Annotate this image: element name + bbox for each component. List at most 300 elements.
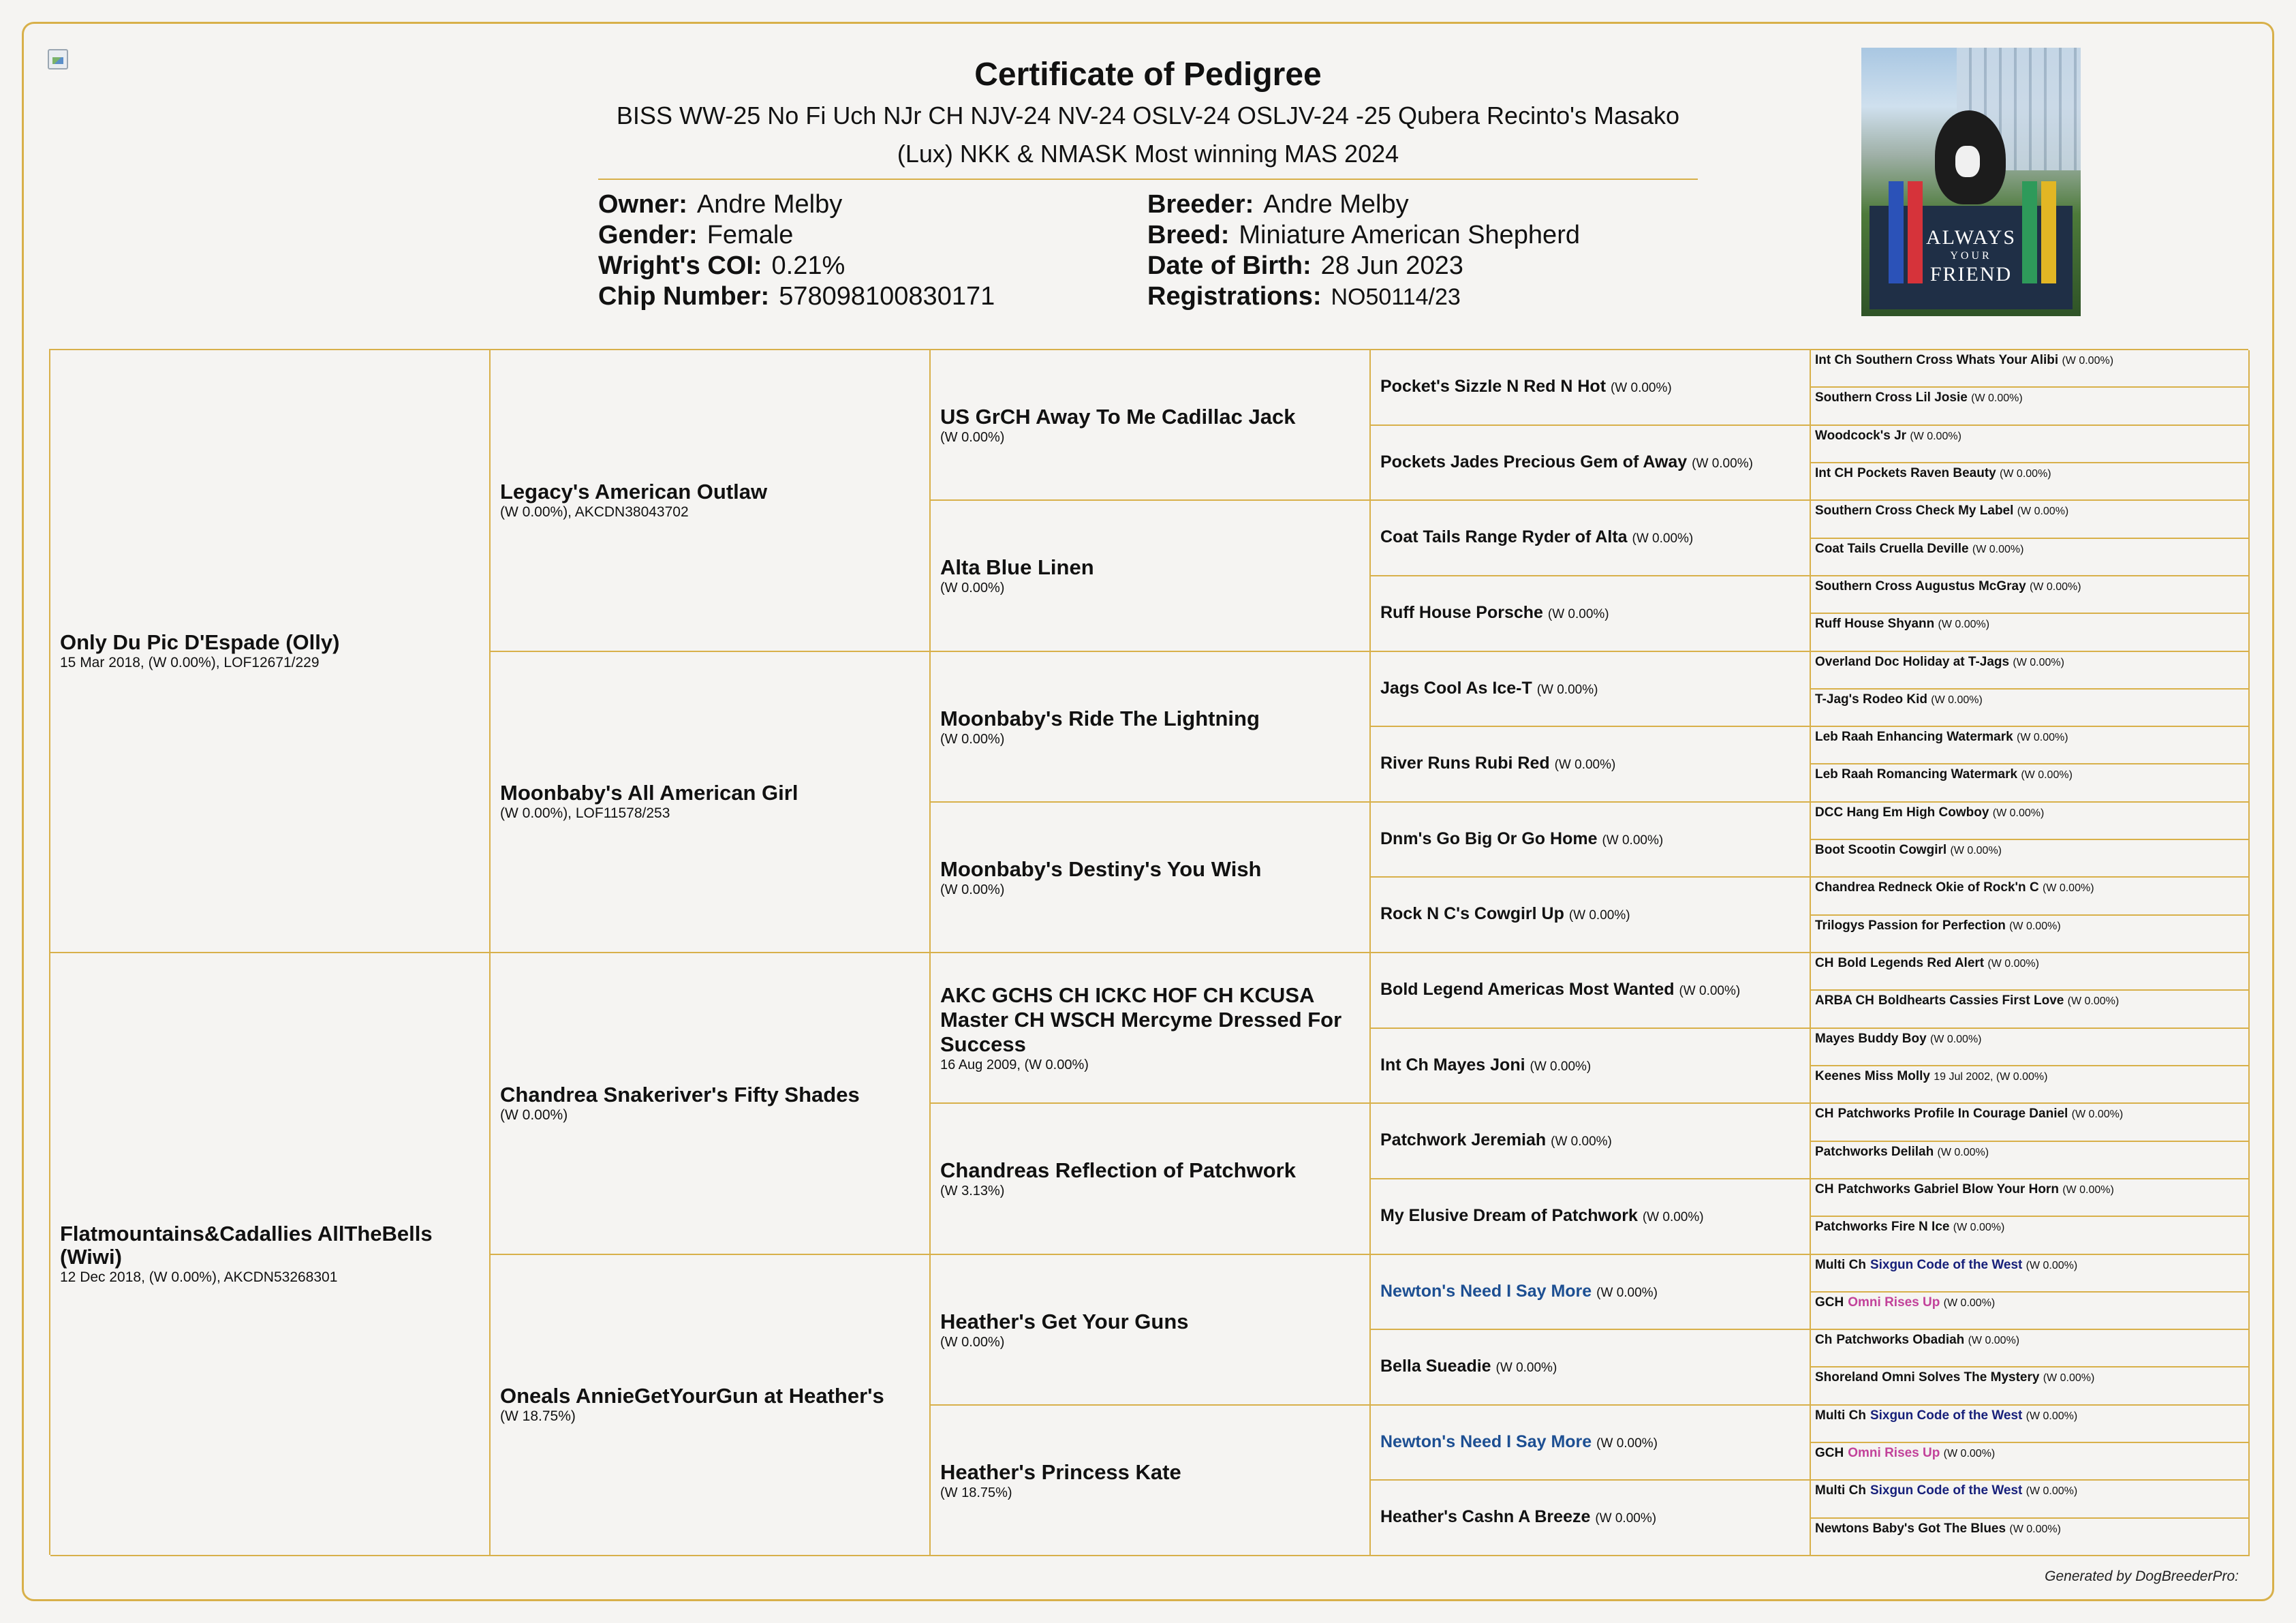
ancestor-name: [1815, 880, 2244, 896]
ancestor-name-text: Newton's Need I Say More: [1380, 1281, 1592, 1301]
ancestor-name-text: Heather's Get Your Guns: [940, 1309, 1189, 1333]
ancestor-detail: (W 0.00%): [2071, 1109, 2124, 1120]
pedigree-g5-cell: [1811, 539, 2250, 576]
ancestor-detail: 16 Aug 2009, (W 0.00%): [940, 1057, 1089, 1072]
ancestor-detail: 15 Mar 2018, (W 0.00%), LOF12671/229: [60, 654, 320, 670]
ribbon-red: [1908, 181, 1923, 283]
ancestor-name-text: Sixgun Code of the West: [1870, 1258, 2023, 1272]
pedigree-g5-cell: [1811, 953, 2250, 991]
info-right-column: [1147, 189, 1580, 313]
pedigree-g4-cell: [1371, 1406, 1811, 1481]
ancestor-name: [940, 857, 1360, 882]
ancestor-name: [1815, 1483, 2244, 1499]
ancestor-name-text: Rock N C's Cowgirl Up: [1380, 904, 1564, 923]
ancestor-detail: (W 0.00%): [1602, 833, 1664, 848]
ancestor-name-text: Chandrea Snakeriver's Fifty Shades: [500, 1082, 860, 1107]
pedigree-g5-cell: [1811, 1406, 2250, 1443]
ancestor-detail: (W 0.00%): [1679, 984, 1741, 998]
ancestor-name: [500, 1083, 920, 1107]
ancestor-name-text: T-Jag's Rodeo Kid: [1815, 692, 1927, 707]
ancestor-name: [1815, 1032, 2244, 1047]
gender-label: Gender:: [598, 221, 698, 249]
ribbon-green: [2022, 181, 2037, 283]
ancestor-detail: (W 0.00%): [1692, 456, 1753, 471]
pedigree-g4-cell: [1371, 1255, 1811, 1330]
pedigree-g5-cell: [1811, 426, 2250, 463]
ancestor-name-text: Legacy's American Outlaw: [500, 479, 768, 504]
pedigree-g5-cell: [1811, 764, 2250, 803]
ancestor-name-text: Pockets Raven Beauty: [1857, 466, 1996, 480]
ancestor-detail: (W 0.00%): [500, 1107, 568, 1123]
ancestor-detail: (W 0.00%): [2009, 1524, 2061, 1535]
ancestor-detail-row: [500, 805, 920, 822]
ancestor-detail: (W 3.13%): [940, 1184, 1005, 1199]
pedigree-g5-cell: [1811, 1255, 2250, 1293]
ancestor-detail: (W 0.00%): [2026, 1410, 2078, 1422]
ancestor-title-prefix: Multi Ch: [1815, 1408, 1866, 1423]
ancestor-title-prefix: CH: [1815, 1107, 1834, 1121]
ancestor-detail: (W 0.00%): [1530, 1059, 1592, 1074]
dog-photo: [1861, 48, 2081, 316]
ancestor-name-text: Omni Rises Up: [1848, 1446, 1940, 1460]
ancestor-name: [1815, 504, 2244, 519]
pedigree-tree: [49, 349, 2248, 1555]
ancestor-name: [500, 480, 920, 504]
dob-value: 28 Jun 2023: [1320, 251, 1463, 280]
ancestor-name: [1380, 452, 1800, 474]
ancestor-name-text: Pocket's Sizzle N Red N Hot: [1380, 377, 1607, 396]
ancestor-detail: (W 0.00%): [1596, 1285, 1658, 1300]
ancestor-name: [1380, 753, 1800, 775]
pedigree-g5-cell: [1811, 350, 2250, 388]
ancestor-name: [1380, 979, 1800, 1002]
pedigree-g5-cell: [1811, 991, 2250, 1029]
ancestor-name: [940, 1310, 1360, 1334]
ribbon-yellow: [2041, 181, 2056, 283]
broken-image-icon: [48, 49, 68, 69]
ancestor-name-text: Only Du Pic D'Espade (Olly): [60, 630, 340, 654]
ancestor-name-text: Patchworks Gabriel Blow Your Horn: [1837, 1182, 2059, 1196]
pedigree-g4-cell: [1371, 803, 1811, 878]
ancestor-name: [1815, 1408, 2244, 1424]
breed-label: Breed:: [1147, 221, 1230, 249]
ancestor-name: [1815, 956, 2244, 972]
pedigree-g1-cell: [50, 953, 491, 1556]
pedigree-g5-cell: [1811, 1066, 2250, 1104]
pedigree-g4-cell: [1371, 1179, 1811, 1255]
ancestor-title-prefix: Ch: [1815, 1333, 1833, 1347]
ancestor-detail: (W 0.00%): [1971, 392, 2023, 404]
ancestor-detail: (W 0.00%): [2000, 468, 2051, 480]
ancestor-name-text: Patchworks Obadiah: [1836, 1333, 1965, 1347]
pedigree-g5-cell: [1811, 690, 2250, 727]
pedigree-g4-cell: [1371, 1029, 1811, 1104]
ancestor-name-text: US GrCH Away To Me Cadillac Jack: [940, 404, 1296, 429]
ancestor-name: [1815, 1220, 2244, 1235]
ancestor-detail-row: [500, 1408, 920, 1425]
ancestor-detail: (W 18.75%): [940, 1485, 1012, 1500]
ancestor-name-text: Southern Cross Check My Label: [1815, 504, 2014, 518]
pedigree-g3-cell: [931, 1406, 1371, 1556]
pedigree-g4-cell: [1371, 727, 1811, 803]
pedigree-g5-cell: [1811, 614, 2250, 652]
breeder-row: [1147, 189, 1580, 220]
ancestor-detail: (W 0.00%): [1568, 908, 1630, 923]
pedigree-g4-cell: [1371, 576, 1811, 652]
ancestor-detail: (W 0.00%): [1938, 619, 1990, 630]
chip-row: [598, 281, 995, 312]
chip-value: 578098100830171: [779, 282, 995, 311]
owner-row: [598, 189, 995, 220]
ancestor-name: [1815, 1370, 2244, 1386]
ancestor-name-text: DCC Hang Em High Cowboy: [1815, 805, 1989, 820]
ancestor-name: [1380, 1130, 1800, 1152]
ancestor-detail: (W 0.00%): [1596, 1436, 1658, 1451]
ancestor-detail-row: [60, 1269, 480, 1286]
breeder-value: Andre Melby: [1263, 190, 1409, 219]
ancestor-name: [1815, 1295, 2244, 1311]
ancestor-name-text: Coat Tails Cruella Deville: [1815, 542, 1969, 556]
ancestor-name-text: Boot Scootin Cowgirl: [1815, 843, 1947, 857]
pedigree-g5-cell: [1811, 878, 2250, 916]
pedigree-g2-cell: [491, 652, 931, 953]
generated-by-footer: Generated by DogBreederPro:: [2045, 1568, 2239, 1584]
ancestor-detail: (W 0.00%): [2042, 882, 2094, 894]
ancestor-detail-row: [500, 504, 920, 521]
pedigree-g3-cell: [931, 953, 1371, 1104]
ancestor-name: [1815, 390, 2244, 406]
ancestor-name-text: Moonbaby's All American Girl: [500, 781, 798, 805]
ancestor-name-text: My Elusive Dream of Patchwork: [1380, 1206, 1638, 1225]
ancestor-detail: (W 0.00%): [1547, 607, 1609, 621]
ancestor-detail: (W 0.00%): [2043, 1372, 2095, 1384]
ancestor-detail: (W 18.75%): [500, 1408, 576, 1424]
ancestor-detail-row: [940, 882, 1360, 898]
pedigree-g4-cell: [1371, 953, 1811, 1029]
ancestor-name: [1815, 1145, 2244, 1160]
dob-label: Date of Birth:: [1147, 251, 1312, 280]
ancestor-detail: (W 0.00%), AKCDN38043702: [500, 504, 689, 520]
pedigree-g3-cell: [931, 652, 1371, 803]
ancestor-name: [1380, 1281, 1800, 1303]
ancestor-name-text: Woodcock's Jr: [1815, 429, 1907, 443]
ancestor-detail: (W 0.00%): [2062, 355, 2114, 367]
ancestor-name: [1815, 579, 2244, 595]
ancestor-detail: (W 0.00%): [1943, 1448, 1996, 1459]
pedigree-g4-cell: [1371, 878, 1811, 953]
ancestor-detail: (W 0.00%): [1953, 1222, 2005, 1233]
ancestor-name: [1815, 692, 2244, 708]
pedigree-g3-cell: [931, 1104, 1371, 1255]
pedigree-g4-cell: [1371, 1104, 1811, 1179]
ancestor-name-text: Int Ch Mayes Joni: [1380, 1055, 1525, 1075]
ancestor-title-prefix: Int CH: [1815, 466, 1853, 480]
ancestor-detail: (W 0.00%): [1931, 694, 1983, 706]
ancestor-name-text: Sixgun Code of the West: [1870, 1408, 2023, 1423]
ancestor-name-text: Oneals AnnieGetYourGun at Heather's: [500, 1384, 884, 1408]
ancestor-title-prefix: CH: [1815, 956, 1834, 970]
ancestor-name-text: Dnm's Go Big Or Go Home: [1380, 829, 1598, 848]
ancestor-detail-row: [940, 580, 1360, 596]
ancestor-name-text: Bold Legends Red Alert: [1837, 956, 1985, 970]
ancestor-detail: (W 0.00%): [1929, 1034, 1982, 1045]
ancestor-name: [1815, 1069, 2244, 1085]
ancestor-name-text: Newtons Baby's Got The Blues: [1815, 1521, 2006, 1536]
ancestor-name: [1815, 429, 2244, 444]
pedigree-g5-cell: [1811, 840, 2250, 878]
ancestor-name: [1815, 730, 2244, 745]
registrations-value: NO50114/23: [1331, 284, 1461, 310]
ancestor-name: [1380, 1055, 1800, 1077]
ancestor-name-text: Southern Cross Whats Your Alibi: [1855, 353, 2059, 367]
pedigree-g4-cell: [1371, 652, 1811, 727]
ancestor-detail: (W 0.00%): [1554, 758, 1616, 772]
pedigree-g5-cell: [1811, 652, 2250, 690]
ancestor-name-text: Jags Cool As Ice-T: [1380, 678, 1532, 698]
ancestor-name-text: Heather's Princess Kate: [940, 1459, 1181, 1484]
pedigree-g5-cell: [1811, 803, 2250, 840]
ancestor-name-text: Omni Rises Up: [1848, 1295, 1940, 1310]
ancestor-detail: (W 0.00%): [2029, 581, 2081, 593]
pedigree-g3-cell: [931, 1255, 1371, 1406]
ancestor-name: [1815, 843, 2244, 859]
ancestor-detail: (W 0.00%): [2021, 769, 2073, 781]
gender-row: [598, 220, 995, 251]
pedigree-g2-cell: [491, 953, 931, 1255]
ancestor-name-text: Pockets Jades Precious Gem of Away: [1380, 452, 1688, 472]
ancestor-name-text: Ruff House Porsche: [1380, 603, 1543, 622]
ancestor-name: [1815, 655, 2244, 670]
pedigree-g5-cell: [1811, 388, 2250, 426]
ancestor-detail: 12 Dec 2018, (W 0.00%), AKCDN53268301: [60, 1269, 338, 1285]
ancestor-detail: (W 0.00%): [1943, 1297, 1996, 1309]
ancestor-title-prefix: CH: [1815, 1182, 1834, 1196]
ancestor-name-text: Flatmountains&Cadallies AllTheBells (Wiwi): [60, 1221, 433, 1269]
banner-word-1: ALWAYS: [1925, 226, 2016, 249]
ancestor-name-text: Patchworks Profile In Courage Daniel: [1837, 1107, 2068, 1121]
ancestor-name-text: Alta Blue Linen: [940, 555, 1094, 579]
pedigree-g5-cell: [1811, 1443, 2250, 1481]
ancestor-detail: (W 0.00%): [2009, 921, 2061, 932]
ancestor-detail: (W 0.00%): [1536, 682, 1598, 697]
ancestor-detail: (W 0.00%): [2017, 506, 2069, 517]
pedigree-g3-cell: [931, 803, 1371, 953]
ancestor-name: [1380, 602, 1800, 625]
ancestor-name-text: Moonbaby's Ride The Lightning: [940, 706, 1260, 730]
ancestor-title-prefix: Multi Ch: [1815, 1258, 1866, 1272]
coi-value: 0.21%: [771, 251, 846, 280]
ancestor-name: [1380, 527, 1800, 549]
banner-word-2: YOUR: [1950, 250, 1992, 262]
coi-row: [598, 251, 995, 281]
ancestor-name: [60, 1222, 480, 1269]
ancestor-detail-row: [500, 1107, 920, 1124]
chip-label: Chip Number:: [598, 282, 770, 311]
pedigree-g4-cell: [1371, 426, 1811, 501]
ancestor-name: [940, 405, 1360, 429]
ancestor-name-text: Sixgun Code of the West: [1870, 1483, 2023, 1498]
pedigree-g4-cell: [1371, 1330, 1811, 1406]
ancestor-name-text: Leb Raah Enhancing Watermark: [1815, 730, 2013, 744]
ancestor-name: [1815, 1446, 2244, 1462]
breed-row: [1147, 220, 1580, 251]
ancestor-name-text: Chandrea Redneck Okie of Rock'n C: [1815, 880, 2039, 895]
ancestor-detail: (W 0.00%): [940, 581, 1005, 596]
coi-label: Wright's COI:: [598, 251, 762, 280]
breeder-label: Breeder:: [1147, 190, 1254, 219]
pedigree-g5-cell: [1811, 1519, 2250, 1556]
ancestor-name-text: Ruff House Shyann: [1815, 617, 1935, 631]
dob-row: [1147, 251, 1580, 281]
ancestor-name: [500, 782, 920, 805]
ancestor-detail: (W 0.00%): [1551, 1134, 1612, 1149]
ancestor-title-prefix: GCH: [1815, 1295, 1844, 1310]
pedigree-g5-cell: [1811, 1330, 2250, 1367]
ancestor-name-text: Bold Legend Americas Most Wanted: [1380, 980, 1675, 999]
ancestor-detail: (W 0.00%): [1610, 381, 1672, 395]
ancestor-name-text: Trilogys Passion for Perfection: [1815, 918, 2006, 933]
registrations-label: Registrations:: [1147, 282, 1322, 311]
dog-name-line-2: (Lux) NKK & NMASK Most winning MAS 2024: [897, 140, 1399, 168]
breed-value: Miniature American Shepherd: [1239, 221, 1580, 249]
pedigree-g5-cell: [1811, 1179, 2250, 1217]
ancestor-detail: (W 0.00%): [1495, 1361, 1557, 1375]
pedigree-g2-cell: [491, 1255, 931, 1556]
ancestor-detail: (W 0.00%): [1992, 807, 2045, 819]
ancestor-title-prefix: Multi Ch: [1815, 1483, 1866, 1498]
pedigree-g4-cell: [1371, 350, 1811, 426]
ancestor-name: [940, 1158, 1360, 1183]
ancestor-name: [940, 555, 1360, 580]
ancestor-name-text: Boldhearts Cassies First Love: [1878, 993, 2064, 1008]
ancestor-name: [1815, 805, 2244, 821]
ancestor-name-text: Patchwork Jeremiah: [1380, 1130, 1547, 1149]
ancestor-detail-row: [940, 1334, 1360, 1350]
ancestor-name-text: AKC GCHS CH ICKC HOF CH KCUSA Master CH WSCH Mercyme Dressed For Success: [940, 983, 1342, 1056]
ancestor-detail: (W 0.00%): [940, 882, 1005, 897]
ancestor-detail-row: [940, 731, 1360, 747]
pedigree-g5-cell: [1811, 1293, 2250, 1330]
ancestor-detail-row: [60, 654, 480, 672]
pedigree-g3-cell: [931, 350, 1371, 501]
ancestor-title-prefix: Int Ch: [1815, 353, 1852, 367]
pedigree-g5-cell: [1811, 916, 2250, 953]
ancestor-name: [1815, 1107, 2244, 1122]
ancestor-name: [1380, 376, 1800, 399]
ancestor-name: [60, 631, 480, 654]
ancestor-title-prefix: GCH: [1815, 1446, 1844, 1460]
ancestor-detail: (W 0.00%): [1937, 1147, 1989, 1158]
ancestor-name: [1380, 1205, 1800, 1228]
owner-label: Owner:: [598, 190, 687, 219]
gender-value: Female: [707, 221, 794, 249]
ancestor-detail: (W 0.00%): [2067, 995, 2120, 1007]
ancestor-name-text: Chandreas Reflection of Patchwork: [940, 1158, 1296, 1182]
ancestor-name: [1380, 1356, 1800, 1378]
ancestor-name: [500, 1385, 920, 1408]
pedigree-g5-cell: [1811, 463, 2250, 501]
certificate-title: Certificate of Pedigree: [974, 57, 1322, 93]
ancestor-name-text: Heather's Cashn A Breeze: [1380, 1507, 1591, 1526]
ancestor-detail: (W 0.00%): [1950, 845, 2002, 856]
ancestor-name: [1815, 1333, 2244, 1348]
ancestor-detail-row: [940, 1057, 1360, 1073]
ancestor-name-text: Overland Doc Holiday at T-Jags: [1815, 655, 2010, 669]
ribbon-blue: [1889, 181, 1904, 283]
ancestor-name-text: Patchworks Delilah: [1815, 1145, 1934, 1159]
dog-full-name: [600, 97, 1696, 173]
ancestor-name: [1380, 1506, 1800, 1529]
ancestor-name-text: Mayes Buddy Boy: [1815, 1032, 1927, 1046]
ancestor-detail: (W 0.00%): [2026, 1260, 2078, 1271]
ancestor-name: [1815, 993, 2244, 1009]
ancestor-detail: (W 0.00%): [940, 1334, 1005, 1350]
ancestor-detail-row: [940, 1183, 1360, 1199]
ancestor-name: [1815, 542, 2244, 557]
ancestor-detail: (W 0.00%): [2013, 657, 2064, 668]
ancestor-name: [1815, 466, 2244, 482]
pedigree-g5-cell: [1811, 1142, 2250, 1179]
ancestor-name-text: Shoreland Omni Solves The Mystery: [1815, 1370, 2040, 1385]
ancestor-detail-row: [940, 1485, 1360, 1501]
pedigree-g5-cell: [1811, 727, 2250, 764]
ancestor-detail: (W 0.00%): [1642, 1210, 1704, 1224]
ancestor-name-text: Bella Sueadie: [1380, 1357, 1491, 1376]
ancestor-name: [1815, 1521, 2244, 1537]
ancestor-name: [1815, 918, 2244, 934]
ancestor-detail: (W 0.00%): [2016, 732, 2068, 743]
ancestor-detail: (W 0.00%): [2026, 1485, 2078, 1497]
ancestor-name-text: Newton's Need I Say More: [1380, 1432, 1592, 1451]
pedigree-g5-cell: [1811, 1367, 2250, 1406]
ancestor-detail-row: [940, 429, 1360, 446]
ancestor-name-text: River Runs Rubi Red: [1380, 754, 1550, 773]
ancestor-name: [1815, 1258, 2244, 1273]
ancestor-name-text: Southern Cross Augustus McGray: [1815, 579, 2026, 593]
ancestor-title-prefix: ARBA CH: [1815, 993, 1874, 1008]
ancestor-detail: (W 0.00%): [1632, 531, 1694, 546]
dog-figure: [1935, 110, 2006, 204]
ancestor-name: [1380, 678, 1800, 700]
ancestor-name: [1815, 1182, 2244, 1198]
ancestor-detail: (W 0.00%): [1972, 544, 2024, 555]
pedigree-g5-cell: [1811, 1481, 2250, 1519]
ancestor-name-text: Leb Raah Romancing Watermark: [1815, 767, 2018, 782]
owner-value: Andre Melby: [696, 190, 843, 219]
pedigree-g5-cell: [1811, 1029, 2250, 1066]
pedigree-g5-cell: [1811, 1104, 2250, 1142]
registrations-row: [1147, 281, 1580, 313]
ancestor-detail: (W 0.00%): [2062, 1184, 2114, 1196]
pedigree-g5-cell: [1811, 501, 2250, 539]
ancestor-name-text: Southern Cross Lil Josie: [1815, 390, 1968, 405]
ancestor-detail: (W 0.00%): [1910, 431, 1961, 442]
ancestor-name-text: Patchworks Fire N Ice: [1815, 1220, 1950, 1234]
ancestor-name-text: Keenes Miss Molly: [1815, 1069, 1930, 1083]
title-divider: [598, 179, 1698, 180]
ancestor-name: [940, 983, 1360, 1057]
pedigree-g5-cell: [1811, 576, 2250, 614]
ancestor-name: [1815, 617, 2244, 632]
banner-word-3: FRIEND: [1929, 263, 2013, 285]
ancestor-detail: 19 Jul 2002, (W 0.00%): [1934, 1071, 2048, 1083]
ancestor-name: [1380, 903, 1800, 926]
pedigree-g4-cell: [1371, 1481, 1811, 1556]
ancestor-detail: (W 0.00%): [940, 429, 1005, 445]
ancestor-name: [940, 1460, 1360, 1485]
ancestor-detail: (W 0.00%): [1595, 1511, 1657, 1526]
ancestor-detail: (W 0.00%): [1968, 1335, 2020, 1346]
